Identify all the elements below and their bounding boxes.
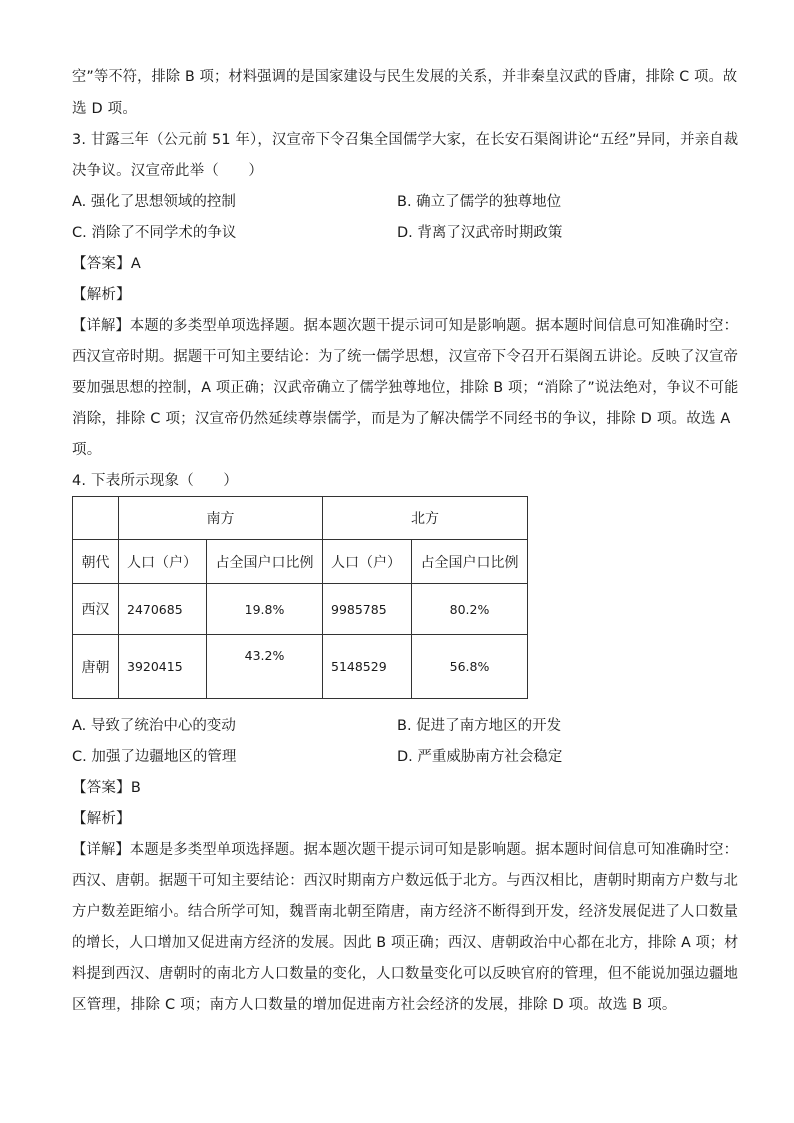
- prev-text-line-1: 空”等不符，排除 B 项；材料强调的是国家建设与民生发展的关系，并非秦皇汉武的昏庸，排除 C 项。故: [72, 69, 738, 85]
- table-col-south-ratio: 占全国户口比例: [207, 540, 323, 584]
- table-cell-north-ratio: 56.8%: [412, 635, 528, 699]
- table-cell-south-ratio: 43.2%: [207, 635, 323, 699]
- table-cell-dynasty: 唐朝: [73, 635, 119, 699]
- table-cell-south-pop: 3920415: [119, 635, 207, 699]
- table-col-dynasty: 朝代: [73, 540, 119, 584]
- q4-detail-line-4: 的增长，人口增加又促进南方经济的发展。因此 B 项正确；西汉、唐朝政治中心都在北方，排除 A 项；材: [72, 935, 739, 951]
- table-header-row-1: [73, 497, 528, 540]
- q3-option-b: B. 确立了儒学的独尊地位: [397, 194, 562, 210]
- q3-stem-line-2: 决争议。汉宣帝此举（ ）: [72, 163, 264, 179]
- q4-stem: 4. 下表所示现象（ ）: [72, 473, 239, 489]
- q3-answer: [72, 255, 141, 273]
- q3-option-c: C. 消除了不同学术的争议: [72, 225, 237, 241]
- table-cell-north-pop: 5148529: [323, 635, 412, 699]
- q4-detail-line-6: 区管理，排除 C 项；南方人口数量的增加促进南方社会经济的发展，排除 D 项。故选 B 项。: [72, 997, 677, 1013]
- q4-answer: [72, 779, 141, 797]
- answer-value: B: [130, 780, 141, 796]
- q4-detail-line-3: 方户数差距缩小。结合所学可知，魏晋南北朝至隋唐，南方经济不断得到开发，经济发展促进了人口数量: [72, 904, 739, 920]
- answer-tag: 【答案】: [72, 256, 131, 272]
- q4-analysis-tag: 【解析】: [72, 811, 131, 827]
- q4-option-b: B. 促进了南方地区的开发: [397, 718, 562, 734]
- table-cell-north-pop: 9985785: [323, 584, 412, 635]
- prev-text-line-2: 选 D 项。: [72, 101, 138, 117]
- table-row: [73, 584, 528, 635]
- answer-value: A: [130, 256, 141, 272]
- q4-option-a: A. 导致了统治中心的变动: [72, 718, 236, 734]
- answer-tag: 【答案】: [72, 780, 131, 796]
- q3-detail-line-5: 项。: [72, 442, 102, 458]
- q4-detail-line-2: 西汉、唐朝。据题干可知主要结论：西汉时期南方户数远低于北方。与西汉相比，唐朝时期南方户数与北: [72, 873, 739, 889]
- table-cell-south-pop: 2470685: [119, 584, 207, 635]
- q4-detail-line-5: 料提到西汉、唐朝时的南北方人口数量的变化，人口数量变化可以反映官府的管理，但不能说加强边疆地: [72, 966, 739, 982]
- table-col-north-pop: 人口（户）: [323, 540, 412, 584]
- table-col-south-pop: 人口（户）: [119, 540, 207, 584]
- table-cell-north-ratio: 80.2%: [412, 584, 528, 635]
- table-header-row-2: [73, 540, 528, 584]
- q3-detail-line-4: 消除，排除 C 项；汉宣帝仍然延续尊崇儒学，而是为了解决儒学不同经书的争议，排除 D 项。故选 A: [72, 411, 731, 427]
- population-table: [72, 496, 528, 699]
- q4-option-d: D. 严重威胁南方社会稳定: [397, 749, 563, 765]
- table-header-north: 北方: [323, 497, 528, 540]
- table-row: [73, 635, 528, 699]
- q3-stem-line-1: 3. 甘露三年（公元前 51 年），汉宣帝下令召集全国儒学大家，在长安石渠阁讲论“五经”异同，并亲自裁: [72, 132, 739, 148]
- table-col-north-ratio: 占全国户口比例: [412, 540, 528, 584]
- q3-detail-line-2: 西汉宣帝时期。据题干可知主要结论：为了统一儒学思想，汉宣帝下令召开石渠阁五讲论。反映了汉宣帝: [72, 349, 739, 365]
- q3-analysis-tag: 【解析】: [72, 287, 131, 303]
- q3-option-a: A. 强化了思想领域的控制: [72, 194, 236, 210]
- q3-detail-line-3: 要加强思想的控制，A 项正确；汉武帝确立了儒学独尊地位，排除 B 项；“消除了”说法绝对，争议不可能: [72, 380, 739, 396]
- q3-option-d: D. 背离了汉武帝时期政策: [397, 225, 563, 241]
- table-cell-dynasty: 西汉: [73, 584, 119, 635]
- table-corner-cell: [73, 497, 119, 540]
- q4-detail-line-1: 【详解】本题是多类型单项选择题。据本题次题干提示词可知是影响题。据本题时间信息可知准确时空：: [72, 842, 739, 858]
- table-cell-south-ratio: 19.8%: [207, 584, 323, 635]
- table-header-south: 南方: [119, 497, 323, 540]
- q3-detail-line-1: 【详解】本题的多类型单项选择题。据本题次题干提示词可知是影响题。据本题时间信息可知准确时空：: [72, 318, 739, 334]
- q4-option-c: C. 加强了边疆地区的管理: [72, 749, 237, 765]
